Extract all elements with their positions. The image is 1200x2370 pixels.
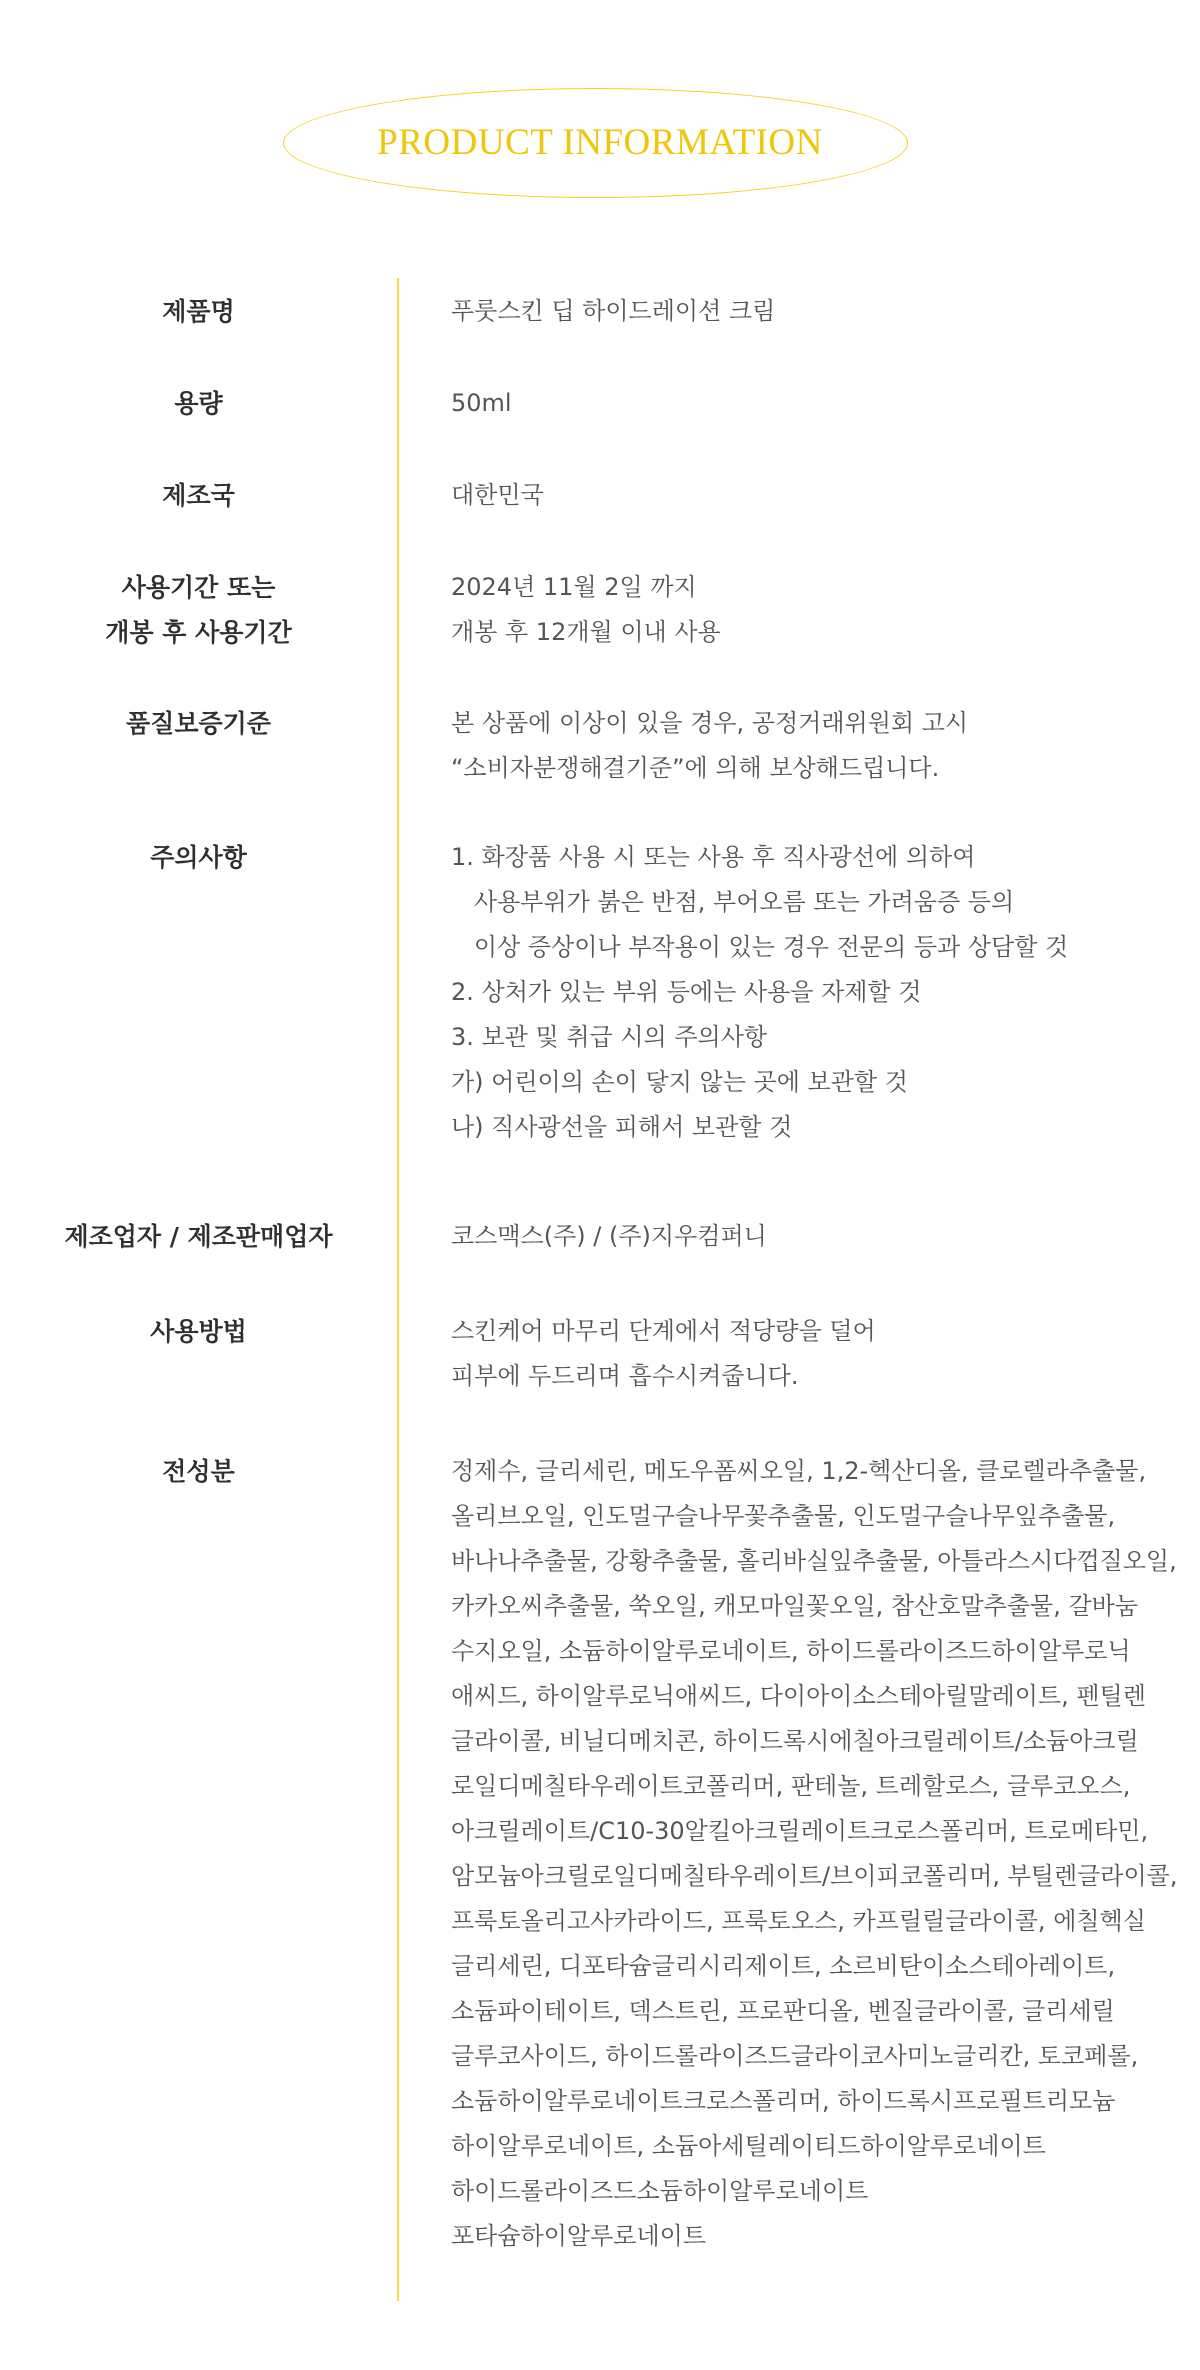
value-line: 2. 상처가 있는 부위 등에는 사용을 자제할 것 xyxy=(451,978,922,1006)
value-line: 올리브오일, 인도멀구슬나무꽃추출물, 인도멀구슬나무잎추출물, xyxy=(451,1502,1116,1530)
value-line: 피부에 두드리며 흡수시켜줍니다. xyxy=(451,1362,799,1390)
info-row xyxy=(0,1214,1200,1309)
info-row-label xyxy=(0,381,397,426)
value-line: 애씨드, 하이알루로닉애씨드, 다이아이소스테아릴말레이트, 펜틸렌 xyxy=(451,1682,1146,1710)
info-row-label xyxy=(0,835,397,880)
value-line: 코스맥스(주) / (주)지우컴퍼니 xyxy=(451,1222,767,1250)
info-row-value xyxy=(451,1309,1191,1399)
info-row-label xyxy=(0,473,397,518)
label-line: 제조업자 / 제조판매업자 xyxy=(64,1222,333,1251)
value-line: 2024년 11월 2일 까지 xyxy=(451,573,697,601)
value-line: 사용부위가 붉은 반점, 부어오름 또는 가려움증 등의 xyxy=(451,888,1015,916)
info-row-label xyxy=(0,1449,397,1494)
value-line: 바나나추출물, 강황추출물, 홀리바실잎추출물, 아틀라스시다껍질오일, xyxy=(451,1547,1177,1575)
value-line: 수지오일, 소듐하이알루로네이트, 하이드롤라이즈드하이알루로닉 xyxy=(451,1637,1131,1665)
info-row-value xyxy=(451,473,1191,518)
label-line: 사용방법 xyxy=(150,1317,247,1346)
info-row xyxy=(0,701,1200,835)
value-line: 50ml xyxy=(451,389,512,417)
label-line: 제품명 xyxy=(162,297,235,326)
info-row-value xyxy=(451,1214,1191,1259)
value-line: 나) 직사광선을 피해서 보관할 것 xyxy=(451,1113,793,1141)
value-line: 포타슘하이알루로네이트 xyxy=(451,2222,707,2250)
value-line: 하이알루로네이트, 소듐아세틸레이티드하이알루로네이트 xyxy=(451,2132,1046,2160)
info-row xyxy=(0,1309,1200,1449)
value-line: 소듐하이알루로네이트크로스폴리머, 하이드록시프로필트리모늄 xyxy=(451,2087,1116,2115)
value-line: 개봉 후 12개월 이내 사용 xyxy=(451,618,721,646)
info-row-value xyxy=(451,835,1191,1150)
page-header xyxy=(0,88,1200,198)
info-row-label xyxy=(0,289,397,334)
value-line: 가) 어린이의 손이 닿지 않는 곳에 보관할 것 xyxy=(451,1068,908,1096)
label-line: 품질보증기준 xyxy=(126,709,271,738)
value-line: 스킨케어 마무리 단계에서 적당량을 덜어 xyxy=(451,1317,876,1345)
label-line: 전성분 xyxy=(162,1457,235,1486)
label-line: 주의사항 xyxy=(150,843,247,872)
value-line: 글리세린, 디포타슘글리시리제이트, 소르비탄이소스테아레이트, xyxy=(451,1952,1116,1980)
value-line: “소비자분쟁해결기준”에 의해 보상해드립니다. xyxy=(451,754,940,782)
label-line: 용량 xyxy=(174,389,223,418)
value-line: 소듐파이테이트, 덱스트린, 프로판디올, 벤질글라이콜, 글리세릴 xyxy=(451,1997,1115,2025)
value-line: 로일디메칠타우레이트코폴리머, 판테놀, 트레할로스, 글루코오스, xyxy=(451,1772,1131,1800)
label-line: 제조국 xyxy=(162,481,235,510)
value-line: 3. 보관 및 취급 시의 주의사항 xyxy=(451,1023,768,1051)
value-line: 카카오씨추출물, 쑥오일, 캐모마일꽃오일, 참산호말추출물, 갈바눔 xyxy=(451,1592,1138,1620)
info-row xyxy=(0,289,1200,381)
info-row-label xyxy=(0,1214,397,1259)
info-row xyxy=(0,381,1200,473)
info-row-label xyxy=(0,701,397,746)
info-row xyxy=(0,835,1200,1214)
info-row-value xyxy=(451,1449,1191,2259)
value-line: 암모늄아크릴로일디메칠타우레이트/브이피코폴리머, 부틸렌글라이콜, xyxy=(451,1862,1178,1890)
info-row-value xyxy=(451,565,1191,655)
page-title: PRODUCT INFORMATION xyxy=(377,122,823,163)
value-line: 대한민국 xyxy=(451,481,544,509)
label-line: 개봉 후 사용기간 xyxy=(105,618,292,647)
info-row xyxy=(0,1449,1200,2289)
value-line: 글라이콜, 비닐디메치콘, 하이드록시에칠아크릴레이트/소듐아크릴 xyxy=(451,1727,1139,1755)
value-line: 정제수, 글리세린, 메도우폼씨오일, 1,2-헥산디올, 클로렐라추출물, xyxy=(451,1457,1147,1485)
value-line: 하이드롤라이즈드소듐하이알루로네이트 xyxy=(451,2177,869,2205)
value-line: 이상 증상이나 부작용이 있는 경우 전문의 등과 상담할 것 xyxy=(451,933,1069,961)
info-row-label xyxy=(0,565,397,655)
value-line: 프룩토올리고사카라이드, 프룩토오스, 카프릴릴글라이콜, 에칠헥실 xyxy=(451,1907,1146,1935)
value-line: 아크릴레이트/C10-30알킬아크릴레이트크로스폴리머, 트로메타민, xyxy=(451,1817,1149,1845)
info-row-value xyxy=(451,289,1191,334)
info-row xyxy=(0,473,1200,565)
info-row-value xyxy=(451,701,1191,791)
info-row xyxy=(0,565,1200,701)
value-line: 1. 화장품 사용 시 또는 사용 후 직사광선에 의하여 xyxy=(451,843,976,871)
label-line: 사용기간 또는 xyxy=(121,573,276,602)
info-row-value xyxy=(451,381,1191,426)
value-line: 본 상품에 이상이 있을 경우, 공정거래위원회 고시 xyxy=(451,709,969,737)
value-line: 푸룻스킨 딥 하이드레이션 크림 xyxy=(451,297,776,325)
value-line: 글루코사이드, 하이드롤라이즈드글라이코사미노글리칸, 토코페롤, xyxy=(451,2042,1139,2070)
info-row-label xyxy=(0,1309,397,1354)
